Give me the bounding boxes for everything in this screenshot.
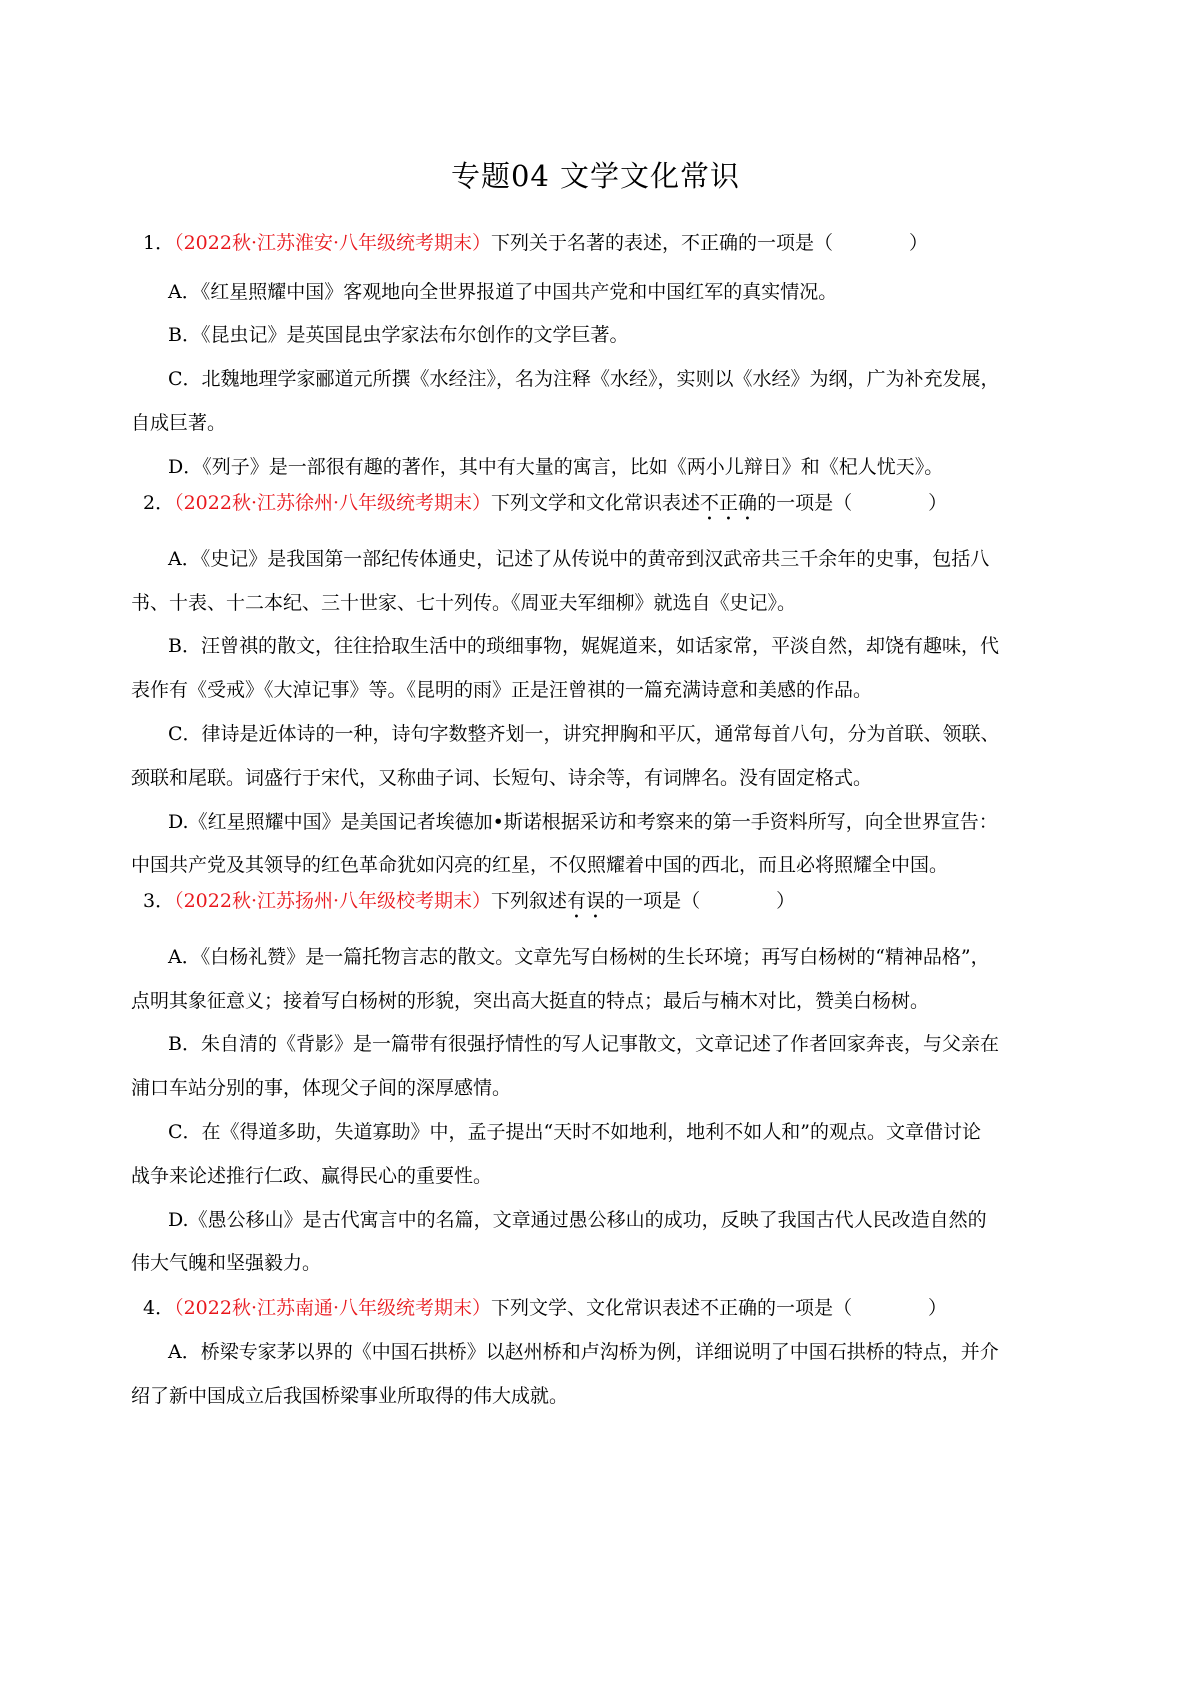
- option-a: A．《红星照耀中国》客观地向全世界报道了中国共产党和中国红军的真实情况。: [168, 281, 838, 303]
- question-source: （2022秋·江苏扬州·八年级校考期末）: [174, 890, 492, 912]
- question-number: 2．: [143, 492, 175, 514]
- option-d: D.《红星照耀中国》是美国记者埃德加•斯诺根据采访和考察来的第一手资料所写，向全世界宣告：: [168, 811, 998, 833]
- question-source: （2022秋·江苏徐州·八年级统考期末）: [174, 492, 492, 514]
- page-title: 专题04 文学文化常识: [450, 159, 741, 193]
- question-2-stem: [143, 490, 947, 525]
- question-text: 下列关于名著的表述，不正确的一项是（ ）: [491, 232, 929, 254]
- option-c: C．北魏地理学家郦道元所撰《水经注》，名为注释《水经》，实则以《水经》为纲，广为补充发展，: [168, 368, 1000, 390]
- question-number: 3．: [143, 890, 175, 912]
- question-1-stem: [143, 230, 928, 256]
- option-a-continued: 绍了新中国成立后我国桥梁事业所取得的伟大成就。: [131, 1385, 569, 1407]
- option-a: A．《白杨礼赞》是一篇托物言志的散文。文章先写白杨树的生长环境；再写白杨树的“精神品格”，: [168, 946, 990, 968]
- option-a: A．桥梁专家茅以界的《中国石拱桥》以赵州桥和卢沟桥为例，详细说明了中国石拱桥的特点，并介: [168, 1341, 999, 1363]
- option-c: C．在《得道多助，失道寡助》中，孟子提出“天时不如地利，地利不如人和”的观点。文章借讨论: [168, 1121, 981, 1143]
- question-text: 下列文学、文化常识表述不正确的一项是（ ）: [491, 1297, 948, 1319]
- option-a: A．《史记》是我国第一部纪传体通史，记述了从传说中的黄帝到汉武帝共三千余年的史事，包括八: [168, 548, 990, 570]
- option-c: C．律诗是近体诗的一种，诗句字数整齐划一，讲究押胸和平仄，通常每首八句，分为首联、领联、: [168, 723, 1000, 745]
- option-c-continued: 战争来论述推行仁政、赢得民心的重要性。: [131, 1165, 493, 1187]
- option-b: B．《昆虫记》是英国昆虫学家法布尔创作的文学巨著。: [168, 324, 629, 346]
- question-source: （2022秋·江苏南通·八年级统考期末）: [174, 1297, 492, 1319]
- option-d: D.《愚公移山》是古代寓言中的名篇，文章通过愚公移山的成功，反映了我国古代人民改造自然的: [168, 1209, 987, 1231]
- option-b-continued: 表作有《受戒》《大淖记事》等。《昆明的雨》正是汪曾祺的一篇充满诗意和美感的作品。: [131, 679, 873, 701]
- option-b: B．汪曾祺的散文，往往拾取生活中的琐细事物，娓娓道来，如话家常，平淡自然，却饶有趣味，代: [168, 635, 999, 657]
- question-text: 下列叙述: [491, 890, 568, 912]
- question-number: 1．: [143, 232, 175, 254]
- question-text: 下列文学和文化常识表述: [491, 492, 701, 514]
- option-b-continued: 浦口车站分别的事，体现父子间的深厚感情。: [131, 1077, 512, 1099]
- option-c-continued: 自成巨著。: [131, 412, 227, 434]
- emphasis-text: 有误: [567, 890, 606, 912]
- option-d-continued: 伟大气魄和坚强毅力。: [131, 1252, 322, 1274]
- emphasis-text: 不正确: [700, 492, 758, 514]
- question-3-stem: [143, 888, 795, 923]
- option-a-continued: 书、十表、十二本纪、三十世家、七十列传。《周亚夫军细柳》就选自《史记》。: [131, 592, 797, 614]
- question-number: 4．: [143, 1297, 175, 1319]
- option-c-continued: 颈联和尾联。词盛行于宋代，又称曲子词、长短句、诗余等，有词牌名。没有固定格式。: [131, 767, 873, 789]
- question-text-end: 的一项是（ ）: [605, 890, 796, 912]
- question-4-stem: [143, 1295, 947, 1321]
- question-source: （2022秋·江苏淮安·八年级统考期末）: [174, 232, 492, 254]
- option-b: B．朱自清的《背影》是一篇带有很强抒情性的写人记事散文，文章记述了作者回家奔丧，与父亲在: [168, 1033, 999, 1055]
- option-d: D．《列子》是一部很有趣的著作，其中有大量的寓言，比如《两小儿辩日》和《杞人忧天》。: [168, 456, 944, 478]
- question-text-end: 的一项是（ ）: [757, 492, 948, 514]
- option-d-continued: 中国共产党及其领导的红色革命犹如闪亮的红星，不仅照耀着中国的西北，而且必将照耀全中国。: [131, 854, 949, 876]
- option-a-continued: 点明其象征意义；接着写白杨树的形貌，突出高大挺直的特点；最后与楠木对比，赞美白杨树。: [131, 990, 930, 1012]
